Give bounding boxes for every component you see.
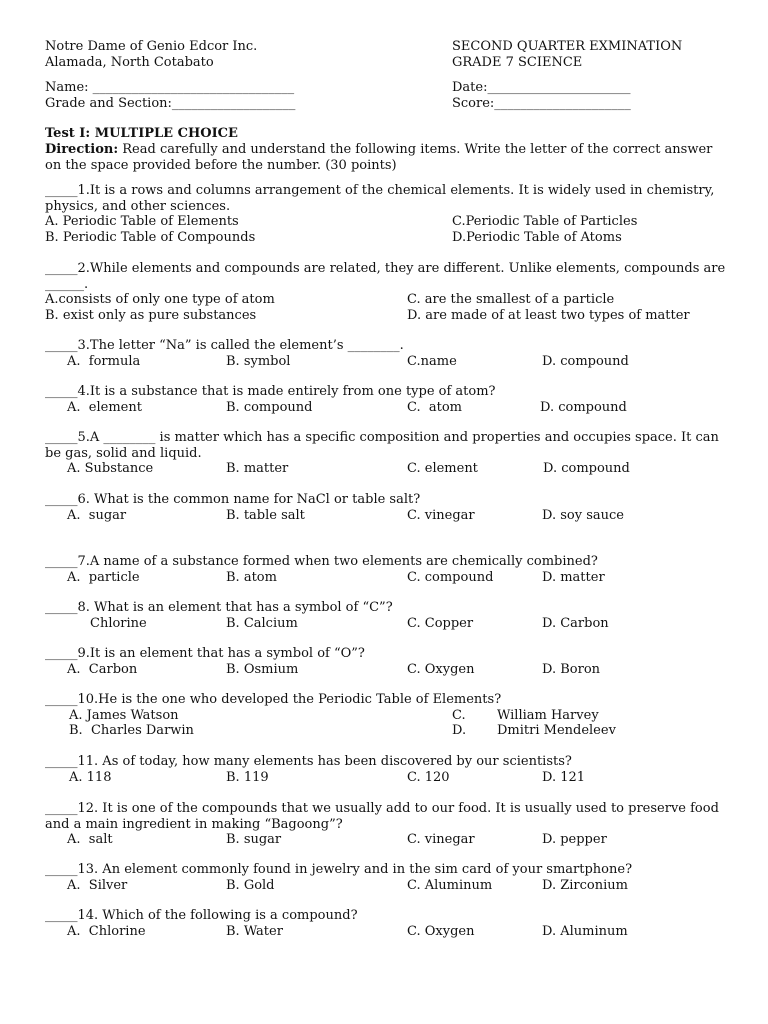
- question-5: [45, 430, 730, 477]
- option: A. Periodic Table of Elements: [45, 214, 239, 229]
- option: D.Periodic Table of Atoms: [452, 229, 622, 245]
- option: C. atom: [407, 399, 463, 415]
- option: C. Copper: [407, 615, 474, 631]
- date-field: Date:______________________: [452, 80, 631, 95]
- option: D. compound: [542, 353, 629, 369]
- option: D. 121: [542, 769, 586, 785]
- option: B. Charles Darwin: [69, 723, 194, 738]
- option: A. Substance: [67, 461, 154, 476]
- question-stem: _____9.It is an element that has a symbol of “O”?: [45, 646, 365, 661]
- option: D. pepper: [542, 832, 607, 847]
- exam-title: SECOND QUARTER EXMINATION: [452, 39, 683, 54]
- option: C.name: [407, 353, 457, 369]
- option: A. element: [67, 399, 142, 415]
- question-2: [45, 261, 730, 323]
- question-12: [45, 801, 730, 848]
- question-stem: _____12. It is one of the compounds that we usually add to our food. It is usually used to preserve food and a main ingredient in making “Bagoong”?: [45, 801, 719, 832]
- option: A. formula: [67, 353, 141, 369]
- option: B. Water: [226, 923, 283, 939]
- question-1: [45, 183, 730, 245]
- question-8: [45, 600, 730, 631]
- option: D. matter: [542, 569, 605, 585]
- option-letter: C.: [452, 707, 466, 723]
- option: B. atom: [226, 569, 277, 585]
- option: D. soy sauce: [542, 507, 624, 523]
- question-stem: _____8. What is an element that has a symbol of “C”?: [45, 600, 393, 615]
- option: B. Periodic Table of Compounds: [45, 229, 256, 245]
- option: Chlorine: [90, 615, 147, 631]
- option: A. Chlorine: [67, 923, 146, 939]
- option: C. vinegar: [407, 507, 475, 523]
- school-name: Notre Dame of Genio Edcor Inc.: [45, 39, 258, 54]
- direction-text: Read carefully and understand the following items. Write the letter of the correct answer on the space provided before the number. (30 points): [45, 142, 713, 173]
- option: C. vinegar: [407, 832, 475, 847]
- option: C. are the smallest of a particle: [407, 292, 615, 307]
- option: A. Carbon: [67, 661, 138, 677]
- option: C. element: [407, 461, 478, 476]
- option: A. sugar: [67, 507, 127, 523]
- question-stem: _____4.It is a substance that is made entirely from one type of atom?: [45, 384, 496, 399]
- option: C. 120: [407, 769, 450, 785]
- question-stem: _____10.He is the one who developed the Periodic Table of Elements?: [45, 692, 502, 707]
- option: D. Zirconium: [542, 877, 628, 893]
- score-field: Score:_____________________: [452, 95, 631, 111]
- question-stem: _____14. Which of the following is a compound?: [45, 908, 358, 923]
- option: A.consists of only one type of atom: [45, 292, 275, 307]
- question-7: [45, 554, 730, 585]
- question-6: [45, 492, 730, 523]
- option: D. Aluminum: [542, 923, 628, 939]
- question-stem: _____2.While elements and compounds are related, they are different. Unlike elements, compounds are ______.: [45, 261, 726, 292]
- question-3: [45, 338, 730, 369]
- option: B. matter: [226, 461, 289, 476]
- option: A. James Watson: [69, 707, 179, 723]
- name-field: Name: _______________________________: [45, 80, 295, 95]
- exam-header: [45, 39, 735, 70]
- question-11: [45, 754, 730, 785]
- school-address: Alamada, North Cotabato: [45, 54, 214, 70]
- question-stem: _____11. As of today, how many elements has been discovered by our scientists?: [45, 754, 572, 769]
- option: B. Gold: [226, 877, 275, 893]
- option: William Harvey: [497, 707, 599, 723]
- question-stem: _____6. What is the common name for NaCl or table salt?: [45, 492, 421, 507]
- option: A. 118: [69, 769, 112, 785]
- option: B. sugar: [226, 832, 282, 847]
- option: B. 119: [226, 769, 269, 785]
- question-14: [45, 908, 730, 939]
- option: C. Oxygen: [407, 661, 475, 677]
- option: B. Osmium: [226, 661, 299, 677]
- option: Dmitri Mendeleev: [497, 723, 616, 738]
- grade-section-field: Grade and Section:___________________: [45, 95, 296, 111]
- option: B. compound: [226, 399, 313, 415]
- option: B. symbol: [226, 353, 291, 369]
- option: D. Boron: [542, 661, 601, 677]
- option: A. particle: [67, 569, 140, 585]
- option: C. Oxygen: [407, 923, 475, 939]
- question-stem: _____7.A name of a substance formed when two elements are chemically combined?: [45, 554, 598, 569]
- option: D. Carbon: [542, 615, 609, 631]
- option: C.Periodic Table of Particles: [452, 214, 638, 229]
- question-stem: _____3.The letter “Na” is called the element’s ________.: [45, 338, 404, 353]
- question-stem: _____1.It is a rows and columns arrangement of the chemical elements. It is widely used in chemistry, physics, and other sciences.: [45, 183, 715, 214]
- question-10: [45, 692, 730, 739]
- question-9: [45, 646, 730, 677]
- question-4: [45, 384, 730, 415]
- test-direction: [45, 142, 730, 173]
- option: D. compound: [540, 399, 627, 415]
- question-stem: _____5.A ________ is matter which has a specific composition and properties and occupies space. It can be gas, solid and liquid.: [45, 430, 719, 461]
- direction-label: Direction:: [45, 142, 119, 157]
- student-info: [45, 80, 735, 111]
- option-letter: D.: [452, 723, 467, 738]
- option: A. salt: [67, 832, 113, 847]
- test-title: Test I: MULTIPLE CHOICE: [45, 126, 238, 141]
- option: A. Silver: [67, 877, 128, 893]
- option: B. Calcium: [226, 615, 298, 631]
- option: B. exist only as pure substances: [45, 307, 257, 323]
- option: B. table salt: [226, 507, 305, 523]
- option: C. compound: [407, 569, 494, 585]
- question-stem: _____13. An element commonly found in jewelry and in the sim card of your smartphone?: [45, 862, 633, 877]
- question-13: [45, 862, 730, 893]
- option: D. are made of at least two types of matter: [407, 307, 690, 323]
- option: C. Aluminum: [407, 877, 493, 893]
- option: D. compound: [543, 461, 630, 476]
- subject-title: GRADE 7 SCIENCE: [452, 54, 583, 70]
